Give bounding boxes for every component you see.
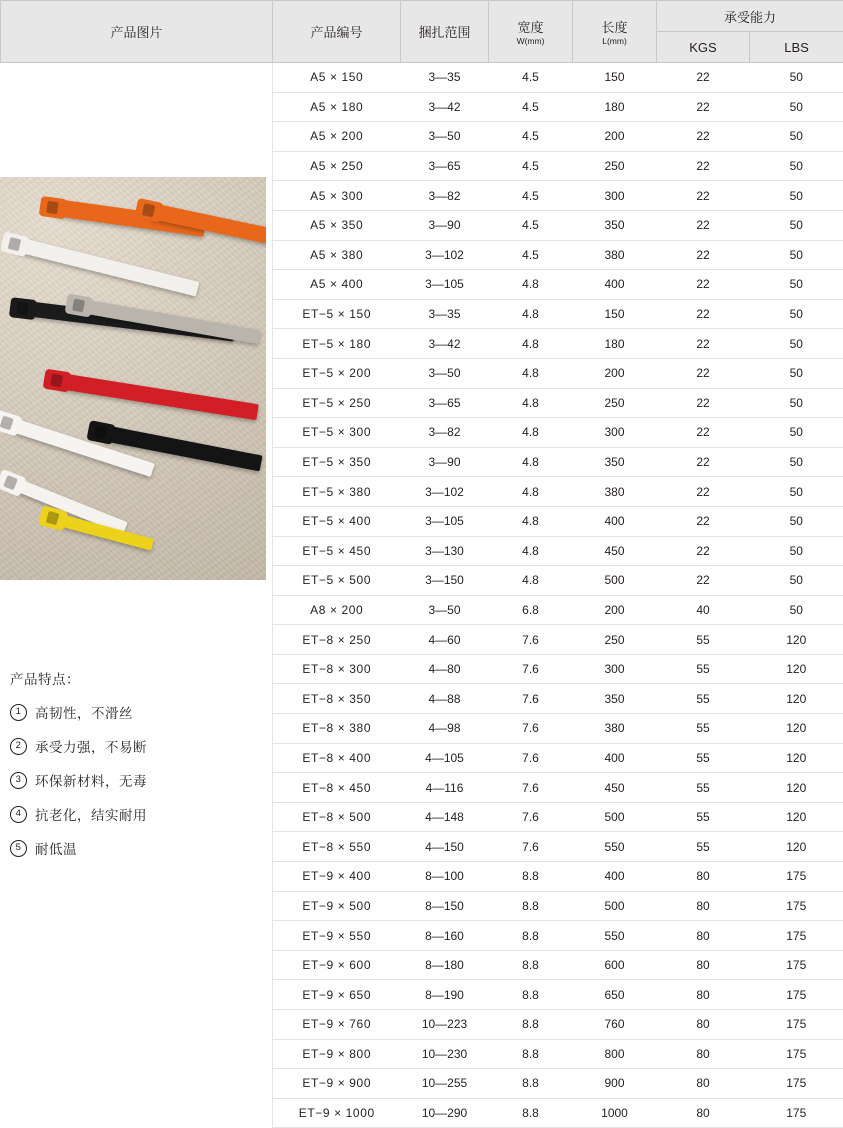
- cell-length: 180: [573, 329, 657, 359]
- cell-lbs: 50: [750, 299, 843, 329]
- cell-lbs: 175: [750, 1069, 843, 1099]
- cell-lbs: 50: [750, 181, 843, 211]
- cell-lbs: 120: [750, 802, 843, 832]
- cell-kgs: 22: [657, 299, 750, 329]
- cell-width: 4.8: [489, 329, 573, 359]
- header-capacity-kgs: KGS: [657, 32, 750, 63]
- cell-model: ET−8 × 250: [273, 625, 401, 655]
- feature-text: 耐低温: [35, 838, 77, 858]
- cell-model: ET−5 × 350: [273, 447, 401, 477]
- cell-bundle-range: 8—190: [401, 980, 489, 1010]
- cell-lbs: 50: [750, 358, 843, 388]
- cell-bundle-range: 3—50: [401, 595, 489, 625]
- cell-lbs: 175: [750, 980, 843, 1010]
- header-length-label: 长度: [601, 20, 627, 35]
- header-capacity-lbs: LBS: [750, 32, 843, 63]
- cell-width: 8.8: [489, 1069, 573, 1099]
- cell-kgs: 80: [657, 980, 750, 1010]
- cell-width: 4.8: [489, 270, 573, 300]
- cell-length: 300: [573, 181, 657, 211]
- cell-lbs: 50: [750, 92, 843, 122]
- cell-width: 7.6: [489, 773, 573, 803]
- cell-model: ET−5 × 250: [273, 388, 401, 418]
- cell-model: A5 × 300: [273, 181, 401, 211]
- cell-model: ET−9 × 650: [273, 980, 401, 1010]
- cell-length: 200: [573, 595, 657, 625]
- cell-lbs: 50: [750, 506, 843, 536]
- cell-bundle-range: 3—42: [401, 92, 489, 122]
- cell-bundle-range: 10—230: [401, 1039, 489, 1069]
- cell-width: 8.8: [489, 1098, 573, 1128]
- cell-lbs: 50: [750, 63, 843, 93]
- cell-model: ET−5 × 400: [273, 506, 401, 536]
- cell-kgs: 55: [657, 802, 750, 832]
- spec-table-body: [1, 63, 843, 1128]
- cell-length: 400: [573, 862, 657, 892]
- cell-bundle-range: 8—150: [401, 891, 489, 921]
- cell-bundle-range: 3—102: [401, 477, 489, 507]
- cell-width: 7.6: [489, 743, 573, 773]
- cell-width: 8.8: [489, 980, 573, 1010]
- cell-width: 8.8: [489, 921, 573, 951]
- cell-width: 4.8: [489, 566, 573, 596]
- cell-bundle-range: 4—116: [401, 773, 489, 803]
- cell-length: 380: [573, 714, 657, 744]
- cell-lbs: 120: [750, 743, 843, 773]
- cell-width: 4.5: [489, 151, 573, 181]
- table-row: [1, 63, 843, 93]
- feature-number: 4: [10, 806, 27, 823]
- cell-bundle-range: 4—60: [401, 625, 489, 655]
- cell-lbs: 175: [750, 1010, 843, 1040]
- cell-lbs: 120: [750, 684, 843, 714]
- cell-kgs: 80: [657, 921, 750, 951]
- cell-model: A5 × 180: [273, 92, 401, 122]
- cell-model: A5 × 350: [273, 210, 401, 240]
- cell-length: 400: [573, 743, 657, 773]
- cell-length: 450: [573, 536, 657, 566]
- cell-bundle-range: 3—50: [401, 122, 489, 152]
- cell-width: 7.6: [489, 654, 573, 684]
- cell-width: 8.8: [489, 862, 573, 892]
- cell-width: 4.8: [489, 477, 573, 507]
- cell-bundle-range: 3—150: [401, 566, 489, 596]
- cell-length: 150: [573, 299, 657, 329]
- cell-width: 4.8: [489, 388, 573, 418]
- cell-length: 550: [573, 832, 657, 862]
- cell-lbs: 120: [750, 625, 843, 655]
- cell-width: 8.8: [489, 1039, 573, 1069]
- cell-model: ET−8 × 550: [273, 832, 401, 862]
- cell-kgs: 40: [657, 595, 750, 625]
- cell-bundle-range: 3—90: [401, 447, 489, 477]
- cell-bundle-range: 4—148: [401, 802, 489, 832]
- cell-kgs: 22: [657, 270, 750, 300]
- cell-model: ET−8 × 500: [273, 802, 401, 832]
- cell-lbs: 50: [750, 240, 843, 270]
- cell-model: A5 × 250: [273, 151, 401, 181]
- cell-kgs: 55: [657, 714, 750, 744]
- cell-kgs: 55: [657, 832, 750, 862]
- cell-kgs: 22: [657, 92, 750, 122]
- cell-model: ET−9 × 600: [273, 950, 401, 980]
- cell-length: 350: [573, 210, 657, 240]
- cell-model: ET−5 × 380: [273, 477, 401, 507]
- cell-bundle-range: 4—88: [401, 684, 489, 714]
- cell-lbs: 50: [750, 595, 843, 625]
- features-title: 产品特点：: [10, 668, 260, 688]
- feature-text: 抗老化，结实耐用: [35, 804, 147, 824]
- cell-kgs: 55: [657, 654, 750, 684]
- cell-kgs: 80: [657, 1039, 750, 1069]
- cell-kgs: 22: [657, 181, 750, 211]
- cell-lbs: 50: [750, 536, 843, 566]
- product-image-cell: [1, 63, 273, 1128]
- cell-bundle-range: 3—65: [401, 388, 489, 418]
- feature-text: 高韧性，不滑丝: [35, 702, 133, 722]
- header-width-unit: W(mm): [489, 37, 572, 46]
- cell-bundle-range: 4—150: [401, 832, 489, 862]
- cell-bundle-range: 3—82: [401, 418, 489, 448]
- cell-kgs: 22: [657, 447, 750, 477]
- cell-kgs: 55: [657, 625, 750, 655]
- cell-bundle-range: 3—102: [401, 240, 489, 270]
- feature-number: 3: [10, 772, 27, 789]
- cell-kgs: 22: [657, 240, 750, 270]
- cell-lbs: 50: [750, 151, 843, 181]
- cell-model: A5 × 380: [273, 240, 401, 270]
- cell-bundle-range: 3—42: [401, 329, 489, 359]
- cell-kgs: 22: [657, 506, 750, 536]
- cell-kgs: 22: [657, 566, 750, 596]
- cell-length: 250: [573, 151, 657, 181]
- cell-lbs: 50: [750, 210, 843, 240]
- cell-lbs: 120: [750, 832, 843, 862]
- cell-bundle-range: 3—35: [401, 299, 489, 329]
- cell-length: 760: [573, 1010, 657, 1040]
- cell-model: ET−8 × 450: [273, 773, 401, 803]
- cell-width: 4.8: [489, 447, 573, 477]
- feature-number: 1: [10, 704, 27, 721]
- cell-lbs: 50: [750, 477, 843, 507]
- cell-bundle-range: 3—130: [401, 536, 489, 566]
- cell-model: A5 × 200: [273, 122, 401, 152]
- cell-lbs: 50: [750, 388, 843, 418]
- cell-lbs: 175: [750, 950, 843, 980]
- cell-model: ET−9 × 500: [273, 891, 401, 921]
- cell-kgs: 55: [657, 684, 750, 714]
- cell-width: 7.6: [489, 625, 573, 655]
- header-length: [573, 1, 657, 63]
- feature-number: 5: [10, 840, 27, 857]
- cell-bundle-range: 4—98: [401, 714, 489, 744]
- cell-model: ET−5 × 180: [273, 329, 401, 359]
- cell-kgs: 22: [657, 418, 750, 448]
- cell-lbs: 175: [750, 1098, 843, 1128]
- cell-width: 4.8: [489, 358, 573, 388]
- cell-length: 900: [573, 1069, 657, 1099]
- feature-number: 2: [10, 738, 27, 755]
- cell-model: ET−9 × 760: [273, 1010, 401, 1040]
- cell-kgs: 55: [657, 773, 750, 803]
- cell-model: A5 × 400: [273, 270, 401, 300]
- cell-width: 4.8: [489, 418, 573, 448]
- header-width: [489, 1, 573, 63]
- cell-length: 400: [573, 506, 657, 536]
- cell-kgs: 22: [657, 329, 750, 359]
- cell-bundle-range: 4—80: [401, 654, 489, 684]
- cell-width: 4.8: [489, 536, 573, 566]
- cell-bundle-range: 3—50: [401, 358, 489, 388]
- cell-model: A8 × 200: [273, 595, 401, 625]
- cell-bundle-range: 3—105: [401, 270, 489, 300]
- cell-kgs: 22: [657, 210, 750, 240]
- cell-lbs: 175: [750, 891, 843, 921]
- cell-width: 7.6: [489, 832, 573, 862]
- header-product-image: 产品图片: [1, 1, 273, 63]
- header-product-model: 产品编号: [273, 1, 401, 63]
- cell-model: ET−8 × 350: [273, 684, 401, 714]
- cell-kgs: 22: [657, 151, 750, 181]
- cell-bundle-range: 3—35: [401, 63, 489, 93]
- cell-model: ET−9 × 900: [273, 1069, 401, 1099]
- cell-bundle-range: 3—82: [401, 181, 489, 211]
- header-width-label: 宽度: [517, 20, 543, 35]
- cell-width: 4.5: [489, 63, 573, 93]
- cell-bundle-range: 8—160: [401, 921, 489, 951]
- cell-length: 250: [573, 625, 657, 655]
- cell-length: 200: [573, 122, 657, 152]
- cell-length: 500: [573, 891, 657, 921]
- cell-model: ET−5 × 200: [273, 358, 401, 388]
- cell-length: 300: [573, 418, 657, 448]
- cell-model: ET−9 × 400: [273, 862, 401, 892]
- cell-width: 4.5: [489, 210, 573, 240]
- cell-length: 500: [573, 566, 657, 596]
- cell-kgs: 55: [657, 743, 750, 773]
- cell-lbs: 120: [750, 773, 843, 803]
- cell-model: ET−5 × 300: [273, 418, 401, 448]
- header-capacity: 承受能力: [657, 1, 843, 32]
- cell-bundle-range: 3—65: [401, 151, 489, 181]
- cell-length: 1000: [573, 1098, 657, 1128]
- cell-length: 300: [573, 654, 657, 684]
- cell-length: 380: [573, 240, 657, 270]
- cell-length: 250: [573, 388, 657, 418]
- cell-lbs: 175: [750, 862, 843, 892]
- cell-model: A5 × 150: [273, 63, 401, 93]
- cell-lbs: 50: [750, 329, 843, 359]
- cell-length: 200: [573, 358, 657, 388]
- cell-lbs: 50: [750, 122, 843, 152]
- cell-model: ET−5 × 500: [273, 566, 401, 596]
- cell-width: 7.6: [489, 684, 573, 714]
- cell-width: 7.6: [489, 714, 573, 744]
- cell-model: ET−5 × 150: [273, 299, 401, 329]
- cell-width: 4.5: [489, 92, 573, 122]
- cell-width: 4.8: [489, 299, 573, 329]
- cell-bundle-range: 10—290: [401, 1098, 489, 1128]
- cell-kgs: 80: [657, 950, 750, 980]
- cell-kgs: 80: [657, 1069, 750, 1099]
- cell-width: 4.8: [489, 506, 573, 536]
- cell-width: 4.5: [489, 240, 573, 270]
- cell-lbs: 120: [750, 714, 843, 744]
- header-length-unit: L(mm): [573, 37, 656, 46]
- cell-bundle-range: 10—223: [401, 1010, 489, 1040]
- cell-length: 180: [573, 92, 657, 122]
- cell-length: 400: [573, 270, 657, 300]
- cell-width: 8.8: [489, 950, 573, 980]
- cell-lbs: 120: [750, 654, 843, 684]
- cell-model: ET−9 × 800: [273, 1039, 401, 1069]
- cell-length: 350: [573, 447, 657, 477]
- cell-bundle-range: 8—180: [401, 950, 489, 980]
- cell-bundle-range: 3—90: [401, 210, 489, 240]
- cell-width: 8.8: [489, 1010, 573, 1040]
- cell-length: 650: [573, 980, 657, 1010]
- cell-kgs: 80: [657, 891, 750, 921]
- cell-model: ET−8 × 300: [273, 654, 401, 684]
- cell-width: 4.5: [489, 122, 573, 152]
- cell-bundle-range: 10—255: [401, 1069, 489, 1099]
- cell-kgs: 22: [657, 536, 750, 566]
- cell-length: 500: [573, 802, 657, 832]
- cell-width: 4.5: [489, 181, 573, 211]
- cell-bundle-range: 8—100: [401, 862, 489, 892]
- cell-length: 600: [573, 950, 657, 980]
- cell-length: 450: [573, 773, 657, 803]
- cell-kgs: 22: [657, 358, 750, 388]
- cell-kgs: 80: [657, 1098, 750, 1128]
- cell-model: ET−8 × 400: [273, 743, 401, 773]
- cell-kgs: 22: [657, 477, 750, 507]
- cell-model: ET−9 × 1000: [273, 1098, 401, 1128]
- cell-model: ET−5 × 450: [273, 536, 401, 566]
- cell-model: ET−9 × 550: [273, 921, 401, 951]
- cell-kgs: 80: [657, 862, 750, 892]
- cell-lbs: 175: [750, 921, 843, 951]
- feature-text: 环保新材料，无毒: [35, 770, 147, 790]
- cell-length: 550: [573, 921, 657, 951]
- cell-length: 800: [573, 1039, 657, 1069]
- cell-length: 150: [573, 63, 657, 93]
- cell-lbs: 50: [750, 566, 843, 596]
- cell-kgs: 80: [657, 1010, 750, 1040]
- cell-lbs: 50: [750, 270, 843, 300]
- cell-bundle-range: 4—105: [401, 743, 489, 773]
- table-header-row-1: [1, 1, 843, 32]
- cell-lbs: 50: [750, 418, 843, 448]
- cell-width: 6.8: [489, 595, 573, 625]
- cell-kgs: 22: [657, 122, 750, 152]
- cell-width: 7.6: [489, 802, 573, 832]
- cell-lbs: 175: [750, 1039, 843, 1069]
- cell-model: ET−8 × 380: [273, 714, 401, 744]
- cell-kgs: 22: [657, 63, 750, 93]
- cell-bundle-range: 3—105: [401, 506, 489, 536]
- cell-width: 8.8: [489, 891, 573, 921]
- header-bundle-range: 捆扎范围: [401, 1, 489, 63]
- cell-length: 350: [573, 684, 657, 714]
- cell-kgs: 22: [657, 388, 750, 418]
- feature-text: 承受力强，不易断: [35, 736, 147, 756]
- cell-length: 380: [573, 477, 657, 507]
- cell-lbs: 50: [750, 447, 843, 477]
